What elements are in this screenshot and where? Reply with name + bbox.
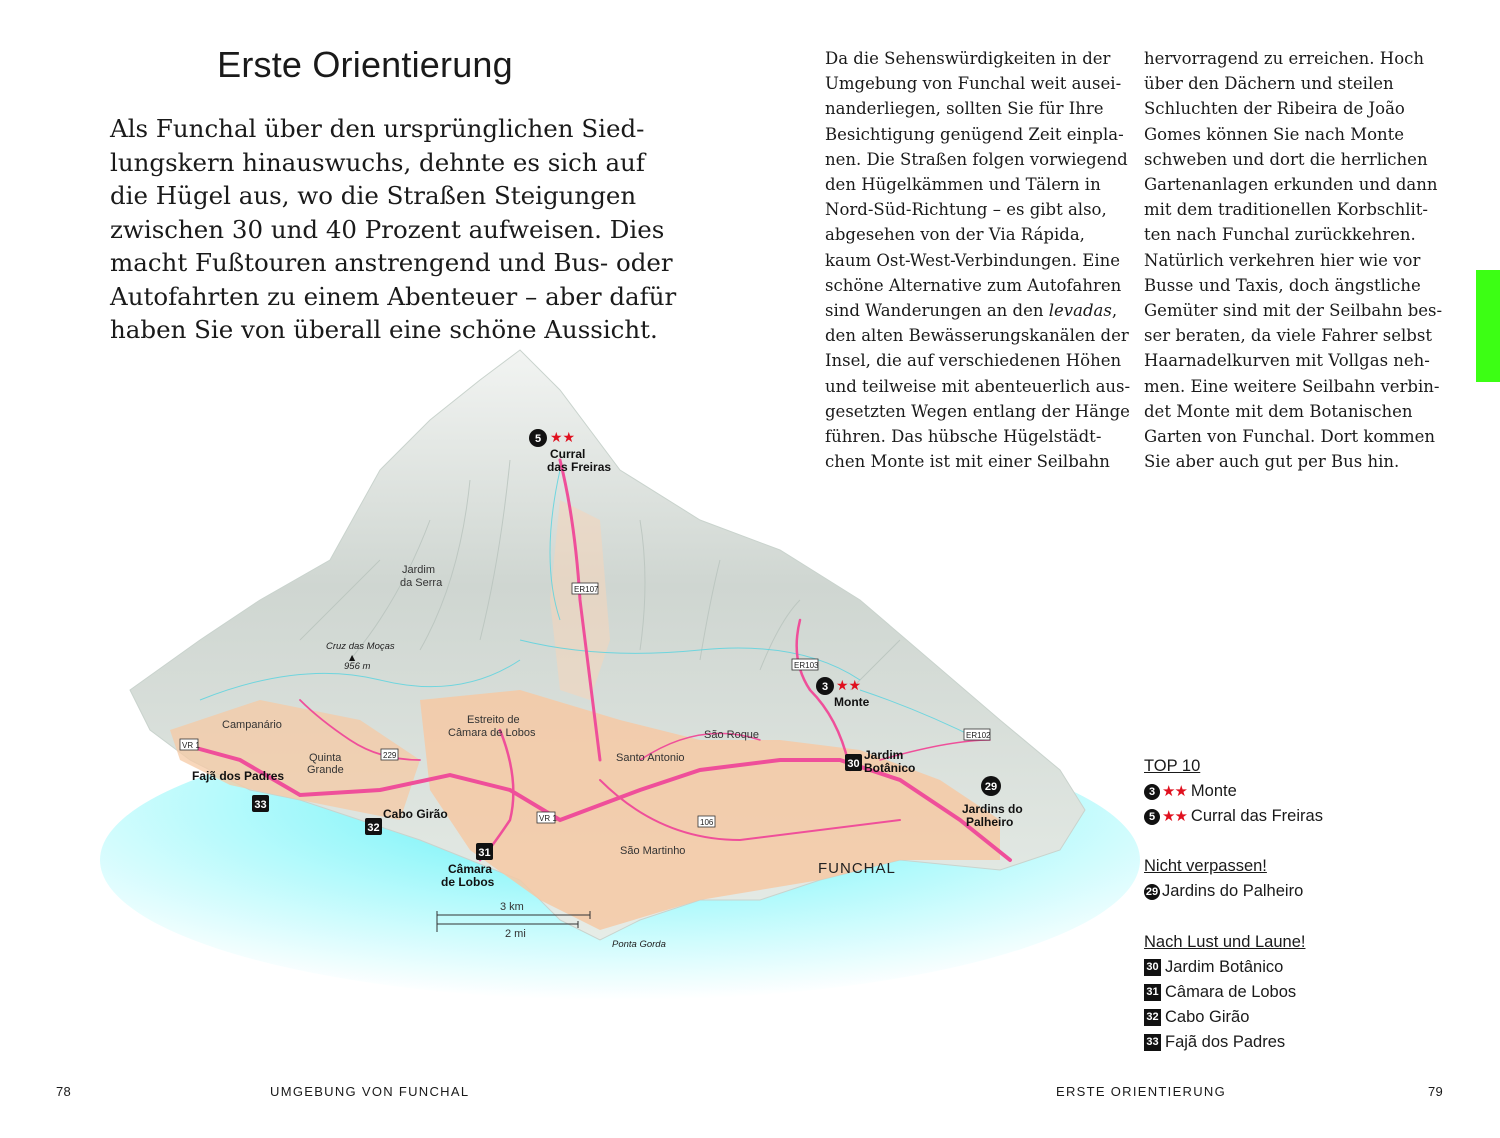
svg-text:30: 30	[847, 758, 860, 770]
legend-item-label: Jardim Botânico	[1165, 957, 1284, 976]
legend-heading-must-see: Nicht verpassen!	[1144, 857, 1267, 876]
label-jardins-do-palheiro: Palheiro	[966, 815, 1014, 829]
road-label-229	[381, 749, 398, 760]
legend-item-label: Fajã dos Padres	[1165, 1033, 1286, 1052]
marker-camara-de-lobos	[476, 843, 493, 860]
text-line: Sie aber auch gut per Bus hin.	[1144, 452, 1400, 472]
road-label-106	[698, 816, 715, 827]
label-jardim-botanico: Jardim	[864, 748, 904, 762]
text-line: nen. Die Straßen folgen vorwiegend	[825, 149, 1128, 169]
text-line: ser beraten, da viele Fahrer selbst	[1144, 326, 1432, 346]
legend-item	[1144, 879, 1404, 904]
page-number-left: 78	[56, 1084, 72, 1099]
text-line: den Hügelkämmen und Tälern in	[825, 175, 1101, 195]
road-label-vr1-west	[180, 739, 200, 750]
label-santo-antonio: Santo Antonio	[616, 752, 685, 764]
svg-text:229: 229	[383, 751, 397, 760]
svg-text:VR 1: VR 1	[539, 814, 557, 823]
svg-text:32: 32	[367, 822, 380, 834]
legend-item	[1144, 779, 1404, 804]
label-jardim-botanico: Botânico	[864, 761, 916, 775]
svg-text:33: 33	[254, 799, 267, 811]
svg-text:3: 3	[821, 681, 829, 693]
label-jardim-da-serra: da Serra	[400, 577, 443, 589]
label-jardins-do-palheiro: Jardins do	[962, 802, 1023, 816]
text-line: mit dem traditionellen Korbschlit-	[1144, 200, 1428, 220]
label-faja-dos-padres: Fajã dos Padres	[192, 769, 285, 783]
chapter-tab-marker	[1476, 270, 1500, 382]
legend-item-label: Curral das Freiras	[1190, 807, 1323, 826]
svg-text:ER107: ER107	[574, 585, 599, 594]
lead-line: die Hügel aus, wo die Straßen Steigungen	[110, 181, 637, 210]
poi-number-badge: 32	[1144, 1009, 1161, 1026]
page-number-right: 79	[1428, 1084, 1444, 1099]
text-line: schweben und dort die herrlichen	[1144, 149, 1428, 169]
text-line: Schluchten der Ribeira de João	[1144, 99, 1405, 119]
lead-line: macht Fußtouren anstrengend und Bus- oder	[110, 248, 673, 277]
label-sao-roque: São Roque	[704, 729, 760, 741]
svg-text:das Freiras: das Freiras	[547, 460, 612, 474]
svg-text:31: 31	[478, 847, 491, 859]
svg-text:5: 5	[534, 433, 542, 445]
poi-number-badge: 3	[1144, 784, 1160, 800]
label-camara-de-lobos: de Lobos	[441, 875, 495, 889]
poi-number-badge: 5	[1144, 809, 1160, 825]
road-label-vr1-central	[537, 812, 557, 823]
road-label-er107	[572, 583, 599, 594]
poi-number-badge: 30	[1144, 959, 1161, 976]
text-line: schöne Alternative zum Autofahren	[825, 275, 1122, 295]
legend-heading-optional: Nach Lust und Laune!	[1144, 932, 1306, 951]
legend-item	[1144, 980, 1404, 1005]
marker-faja-dos-padres	[252, 795, 269, 812]
svg-text:▲: ▲	[349, 653, 356, 662]
svg-text:Cruz das Moças: Cruz das Moças	[326, 641, 395, 652]
marker-jardins-do-palheiro	[981, 776, 1001, 796]
legend-item	[1144, 804, 1404, 829]
label-funchal: FUNCHAL	[818, 860, 896, 877]
map-legend	[1144, 754, 1404, 1055]
text-line: chen Monte ist mit einer Seilbahn	[825, 452, 1110, 472]
text-line: Garten von Funchal. Dort kommen	[1144, 427, 1436, 447]
map-funchal-area	[0, 330, 1140, 1010]
text-line: det Monte mit dem Botanischen	[1144, 401, 1413, 421]
label-sao-martinho: São Martinho	[620, 845, 686, 857]
legend-item-label: Cabo Girão	[1165, 1007, 1250, 1026]
text-line: Busse und Taxis, doch ängstliche	[1144, 275, 1421, 295]
text-line: über den Dächern und steilen	[1144, 74, 1394, 94]
text-line: führen. Das hübsche Hügelstädt-	[825, 427, 1102, 447]
svg-text:ER103: ER103	[794, 661, 819, 670]
text-line: Besichtigung genügend Zeit einpla-	[825, 124, 1124, 144]
text-line: nanderliegen, sollten Sie für Ihre	[825, 99, 1104, 119]
svg-text:3 km: 3 km	[500, 901, 524, 913]
label-quinta-grande: Grande	[307, 764, 344, 776]
text-line: kaum Ost-West-Verbindungen. Eine	[825, 250, 1120, 270]
running-header-left: UMGEBUNG VON FUNCHAL	[270, 1084, 470, 1099]
label-estreito: Câmara de Lobos	[448, 727, 536, 739]
label-cabo-girao: Cabo Girão	[383, 807, 448, 821]
page-title: Erste Orientierung	[217, 44, 513, 85]
svg-text:Curral: Curral	[550, 447, 586, 461]
text-line: Gemüter sind mit der Seilbahn bes-	[1144, 301, 1443, 321]
lead-line: Autofahrten zu einem Abenteuer – aber dafür	[110, 281, 677, 311]
lead-line: Als Funchal über den ursprünglichen Sied-	[110, 114, 645, 143]
svg-text:29: 29	[984, 781, 998, 793]
text-line: den alten Bewässerungskanälen der	[825, 326, 1129, 346]
text-line: Gomes können Sie nach Monte	[1144, 124, 1405, 144]
text-line: abgesehen von der Via Rápida,	[825, 225, 1085, 245]
text-line: Umgebung von Funchal weit ausei-	[825, 74, 1122, 94]
star-rating-icon: ★★	[1162, 808, 1187, 826]
label-jardim-da-serra: Jardim	[402, 564, 436, 576]
star-rating-icon: ★★	[1162, 783, 1187, 800]
poi-number-badge: 31	[1144, 984, 1161, 1001]
text-line: sind Wanderungen an den levadas,	[825, 301, 1118, 321]
text-line: Gartenanlagen erkunden und dann	[1144, 175, 1438, 195]
lead-line: lungskern hinauswuchs, dehnte es sich auf	[110, 147, 645, 177]
poi-number-badge: 29	[1145, 885, 1159, 898]
running-header-right: ERSTE ORIENTIERUNG	[1056, 1084, 1227, 1099]
svg-text:ER102: ER102	[966, 731, 991, 740]
legend-item-label: Jardins do Palheiro	[1162, 882, 1304, 901]
svg-text:106: 106	[700, 818, 714, 827]
lead-line: zwischen 30 und 40 Prozent aufweisen. Dies	[110, 214, 665, 244]
svg-text:★★: ★★	[836, 678, 862, 694]
legend-heading-top10: TOP 10	[1144, 757, 1201, 775]
text-line: men. Eine weitere Seilbahn verbin-	[1144, 376, 1440, 396]
label-estreito: Estreito de	[467, 714, 520, 726]
text-line: Da die Sehenswürdigkeiten in der	[825, 49, 1111, 68]
lead-paragraph	[110, 112, 677, 347]
lead-line: haben Sie von überall eine schöne Aussicht.	[110, 315, 658, 344]
label-camara-de-lobos: Câmara	[448, 862, 493, 876]
marker-cabo-girao	[365, 818, 382, 835]
label-campanario: Campanário	[222, 719, 282, 731]
legend-item	[1144, 955, 1404, 980]
svg-text:VR 1: VR 1	[182, 741, 200, 750]
text-line: hervorragend zu erreichen. Hoch	[1144, 49, 1424, 68]
label-quinta-grande: Quinta	[309, 752, 342, 764]
text-line: und teilweise mit abenteuerlich aus-	[825, 376, 1131, 396]
poi-number-badge: 33	[1144, 1034, 1161, 1051]
legend-item-label: Câmara de Lobos	[1165, 982, 1297, 1001]
text-line: ten nach Funchal zurückkehren.	[1144, 225, 1416, 245]
label-ponta-gorda: Ponta Gorda	[612, 939, 666, 950]
legend-item	[1144, 1030, 1404, 1055]
text-line: Nord-Süd-Richtung – es gibt also,	[825, 200, 1107, 220]
road-label-er103	[792, 659, 819, 670]
road-label-er102	[964, 729, 991, 740]
legend-item-label: Monte	[1190, 782, 1237, 800]
text-line: Haarnadelkurven mit Vollgas neh-	[1144, 351, 1430, 371]
body-column-2	[1144, 46, 1444, 474]
svg-text:2 mi: 2 mi	[505, 928, 526, 940]
text-line: gesetzten Wegen entlang der Hänge	[825, 401, 1130, 421]
legend-item	[1144, 1005, 1404, 1030]
svg-text:★★: ★★	[550, 430, 576, 446]
marker-jardim-botanico	[845, 754, 862, 771]
text-line: Natürlich verkehren hier wie vor	[1144, 250, 1421, 270]
svg-text:956 m: 956 m	[344, 661, 371, 672]
svg-text:Monte: Monte	[834, 695, 870, 709]
text-line: Insel, die auf verschiedenen Höhen	[825, 351, 1122, 371]
